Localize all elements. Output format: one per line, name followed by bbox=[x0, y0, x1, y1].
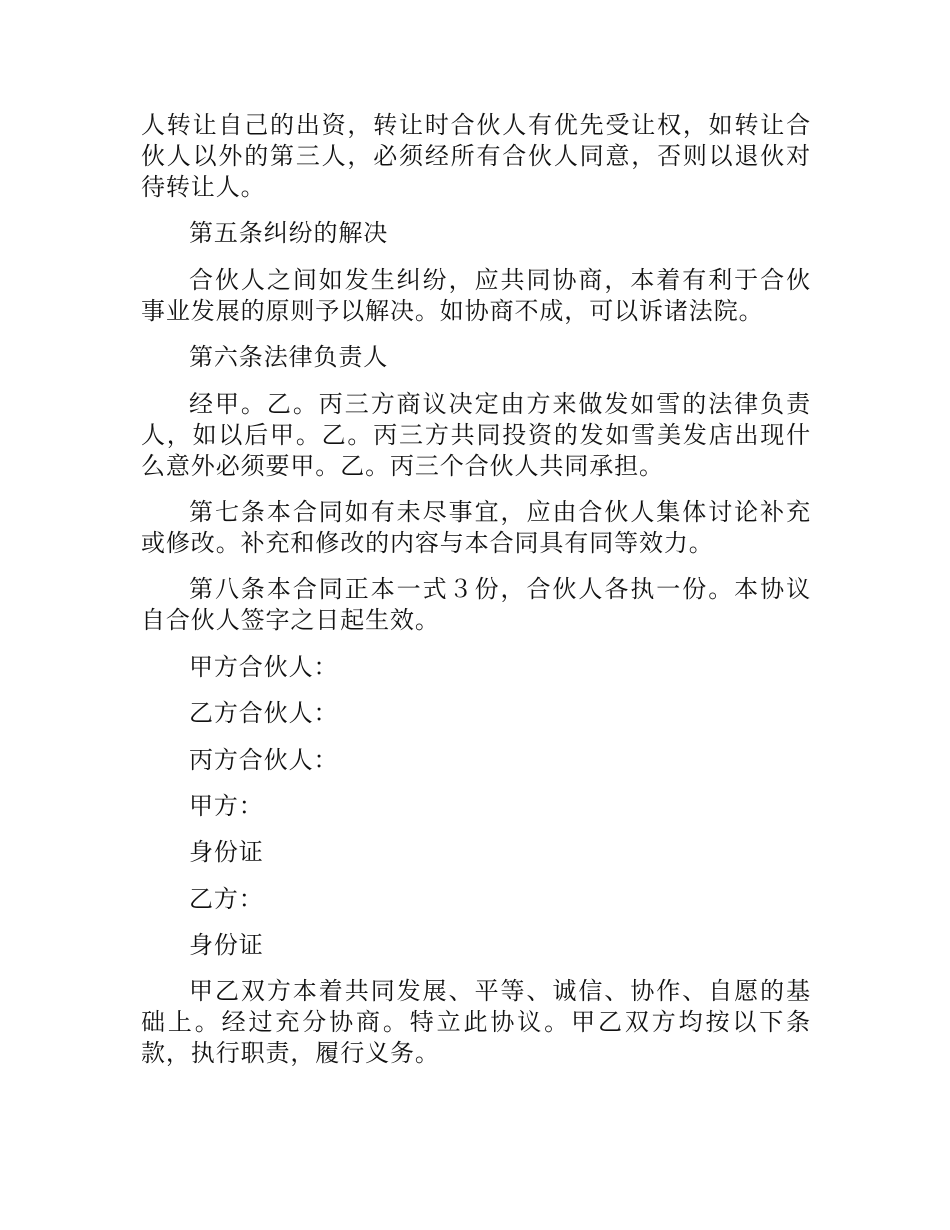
party-b-id-label: 身份证 bbox=[189, 931, 264, 960]
paragraph-legal-representative: 经甲。乙。丙三方商议决定由方来做发如雪的法律负责人，如以后甲。乙。丙三方共同投资的发如雪美发店出现什么意外必须要甲。乙。丙三个合伙人共同承担。 bbox=[141, 389, 811, 480]
paragraph-article-7: 第七条本合同如有未尽事宜，应由合伙人集体讨论补充或修改。补充和修改的内容与本合同具有同等效力。 bbox=[141, 497, 811, 557]
party-a-id-label: 身份证 bbox=[189, 838, 264, 867]
signature-party-a-partner: 甲方合伙人： bbox=[189, 652, 339, 681]
party-a-label: 甲方： bbox=[189, 791, 264, 820]
document-body bbox=[141, 110, 811, 1085]
party-b-label: 乙方： bbox=[189, 884, 264, 913]
paragraph-dispute-resolution: 合伙人之间如发生纠纷，应共同协商，本着有利于合伙事业发展的原则予以解决。如协商不成，可以诉诸法院。 bbox=[141, 265, 811, 325]
heading-article-6: 第六条法律负责人 bbox=[189, 343, 389, 372]
signature-party-c-partner: 丙方合伙人： bbox=[189, 745, 339, 774]
paragraph-agreement-preamble: 甲乙双方本着共同发展、平等、诚信、协作、自愿的基础上。经过充分协商。特立此协议。甲乙双方均按以下条款，执行职责，履行义务。 bbox=[141, 977, 811, 1068]
paragraph-transfer-continuation: 人转让自己的出资，转让时合伙人有优先受让权，如转让合伙人以外的第三人，必须经所有合伙人同意，否则以退伙对待转让人。 bbox=[141, 111, 811, 201]
paragraph-article-8: 第八条本合同正本一式３份，合伙人各执一份。本协议自合伙人签字之日起生效。 bbox=[141, 575, 811, 635]
signature-party-b-partner: 乙方合伙人： bbox=[189, 699, 339, 728]
heading-article-5: 第五条纠纷的解决 bbox=[189, 219, 389, 248]
